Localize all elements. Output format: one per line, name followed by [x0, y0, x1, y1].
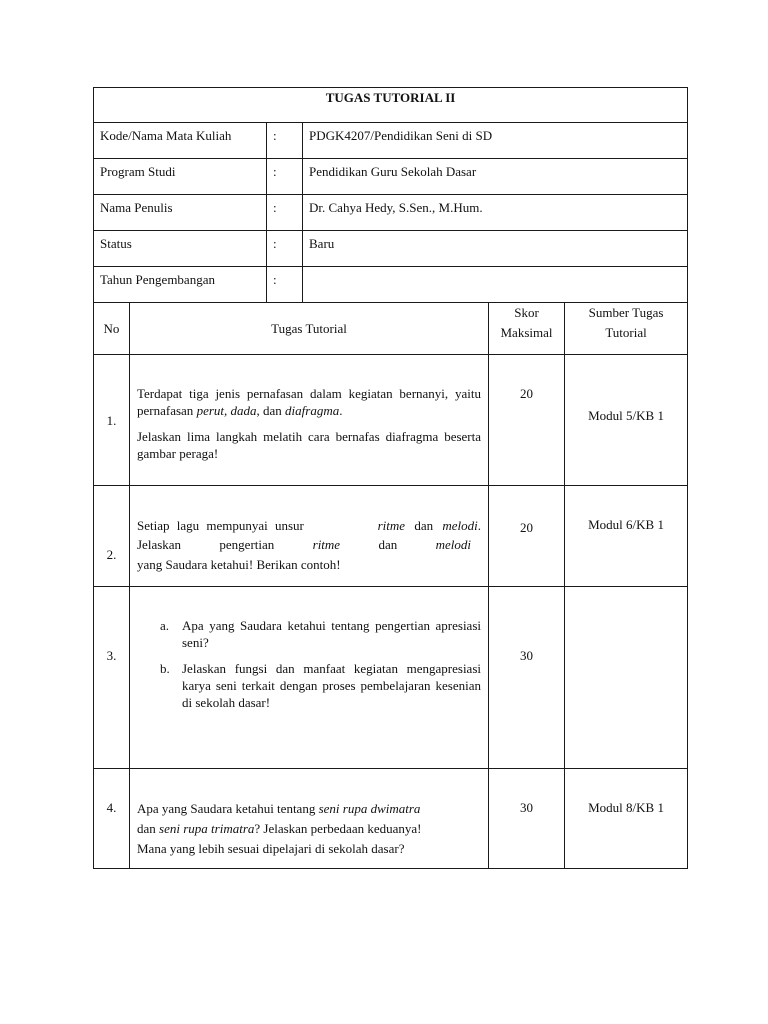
task-sublist [160, 617, 481, 711]
task-score: 20 [489, 355, 565, 486]
meta-value: Pendidikan Guru Sekolah Dasar [303, 159, 688, 195]
meta-value: Baru [303, 231, 688, 267]
task-text [130, 587, 489, 769]
task-text-span: . [477, 518, 481, 533]
italic-term: melodi [435, 537, 471, 552]
header-score [489, 303, 565, 355]
task-text-span: Apa yang Saudara ketahui tentang [137, 801, 319, 816]
meta-row-year [94, 267, 688, 303]
task-text-span: pengertian [219, 537, 275, 552]
list-item-label: a. [160, 618, 170, 633]
task-source: Modul 5/KB 1 [565, 355, 688, 486]
list-item-text: Apa yang Saudara ketahui tentang pengertian apresiasi seni? [182, 618, 481, 650]
list-item-label: b. [160, 661, 170, 676]
document-title: TUGAS TUTORIAL II [94, 88, 688, 123]
task-line: Mana yang lebih sesuai dipelajari di sekolah dasar? [137, 841, 405, 856]
table-row [94, 486, 688, 587]
task-source [565, 587, 688, 769]
italic-term: dada [230, 403, 257, 418]
italic-term [378, 516, 481, 535]
meta-row-course [94, 123, 688, 159]
task-text-span: dan [405, 518, 443, 533]
italic-term: melodi [442, 518, 478, 533]
meta-label: Status [94, 231, 267, 267]
meta-value [303, 267, 688, 303]
header-task: Tugas Tutorial [130, 303, 489, 355]
meta-colon: : [267, 231, 303, 267]
meta-label: Program Studi [94, 159, 267, 195]
table-row [94, 355, 688, 486]
task-paragraph: Jelaskan lima langkah melatih cara bernafas diafragma beserta gambar peraga! [137, 429, 481, 461]
meta-label: Tahun Pengembangan [94, 267, 267, 303]
italic-term: ritme [377, 518, 406, 533]
task-text-span: Jelaskan [137, 537, 182, 552]
meta-value: Dr. Cahya Hedy, S.Sen., M.Hum. [303, 195, 688, 231]
italic-term: perut, [196, 403, 228, 418]
meta-colon: : [267, 159, 303, 195]
task-number: 4. [94, 769, 130, 869]
task-line [137, 535, 481, 555]
task-text-span: dan [378, 537, 398, 552]
task-text-span: . [339, 403, 343, 418]
meta-row-program [94, 159, 688, 195]
task-text-span: , dan [256, 403, 286, 418]
task-line [137, 516, 481, 535]
task-number: 1. [94, 355, 130, 486]
task-score: 30 [489, 587, 565, 769]
meta-colon: : [267, 123, 303, 159]
header-no: No [94, 303, 130, 355]
header-score-line2: Maksimal [500, 325, 553, 340]
task-source: Modul 6/KB 1 [565, 486, 688, 587]
meta-label: Kode/Nama Mata Kuliah [94, 123, 267, 159]
task-score: 20 [489, 486, 565, 587]
meta-colon: : [267, 195, 303, 231]
italic-term: diafragma [285, 403, 340, 418]
italic-term: seni rupa dwimatra [318, 801, 421, 816]
task-score: 30 [489, 769, 565, 869]
header-source [565, 303, 688, 355]
task-line: yang Saudara ketahui! Berikan contoh! [137, 557, 341, 572]
task-text-span [137, 516, 304, 535]
task-number: 2. [94, 486, 130, 587]
meta-row-author [94, 195, 688, 231]
task-text-span: Terdapat tiga jenis pernafasan dalam kegiatan bernanyi, yaitu pernafasan [137, 386, 481, 418]
meta-row-status [94, 231, 688, 267]
task-text [130, 355, 489, 486]
task-paragraph [137, 385, 481, 419]
task-text-span: dan [137, 821, 160, 836]
header-source-line1: Sumber Tugas [588, 305, 664, 320]
meta-value: PDGK4207/Pendidikan Seni di SD [303, 123, 688, 159]
italic-term: seni rupa trimatra [159, 821, 255, 836]
task-text [130, 769, 489, 869]
table-header-row [94, 303, 688, 355]
meta-colon: : [267, 267, 303, 303]
header-source-line2: Tutorial [605, 325, 647, 340]
task-table [93, 87, 688, 869]
table-row [94, 587, 688, 769]
list-item-text: Jelaskan fungsi dan manfaat kegiatan mengapresiasi karya seni terkait dengan proses pembelajaran kesenian di sekolah dasar! [182, 661, 481, 710]
task-text-span: Setiap lagu mempunyai unsur [137, 518, 304, 533]
task-line [137, 799, 481, 819]
task-number: 3. [94, 587, 130, 769]
task-text [130, 486, 489, 587]
task-text-span: ? Jelaskan perbedaan keduanya! [254, 821, 422, 836]
meta-label: Nama Penulis [94, 195, 267, 231]
header-score-line1: Skor [514, 305, 539, 320]
task-source: Modul 8/KB 1 [565, 769, 688, 869]
tutorial-task-document [93, 87, 687, 869]
list-item [160, 660, 481, 711]
list-item [160, 617, 481, 651]
table-row [94, 769, 688, 869]
italic-term: ritme [312, 537, 341, 552]
task-line [137, 819, 481, 839]
